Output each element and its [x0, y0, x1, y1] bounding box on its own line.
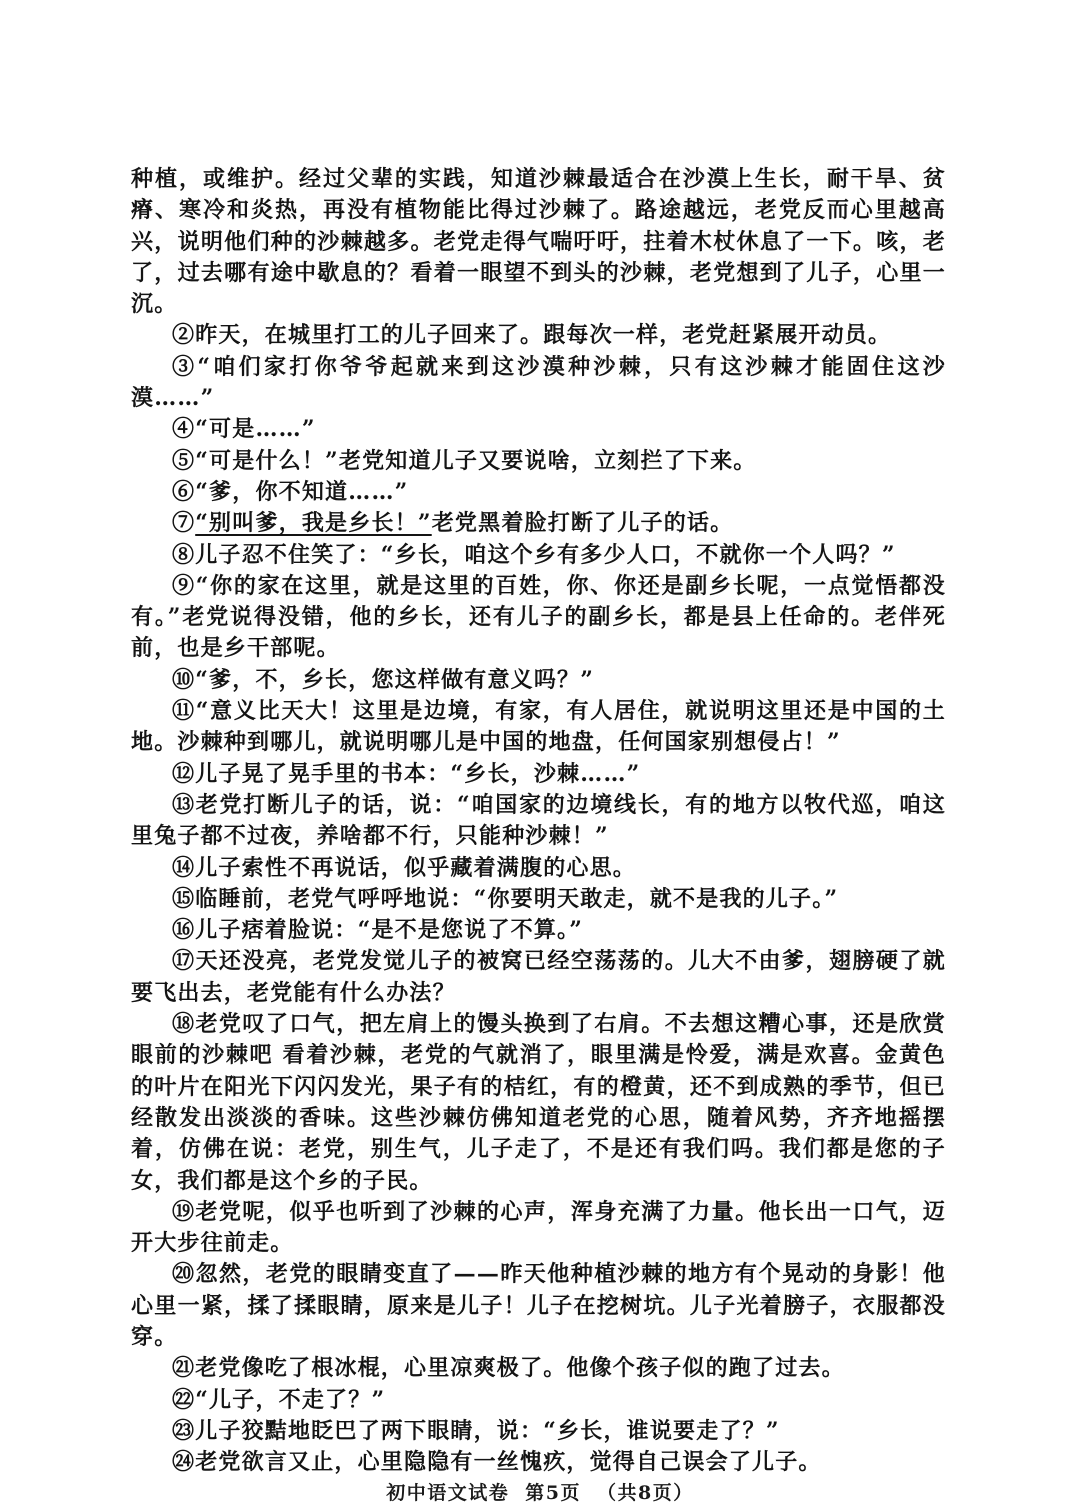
- paragraph-20: ⑳忽然，老党的眼睛变直了——昨天他种植沙棘的地方有个晃动的身影！他心里一紧，揉了揉眼睛，原来是儿子！儿子在挖树坑。儿子光着膀子，衣服都没穿。: [131, 1261, 946, 1350]
- passage: [131, 164, 946, 1478]
- paragraph-3: ③“咱们家打你爷爷起就来到这沙漠种沙棘，只有这沙棘才能固住这沙漠……”: [131, 353, 946, 412]
- paragraph-11: ⑪“意义比天大！这里是边境，有家，有人居住，就说明这里还是中国的土地。沙棘种到哪儿，就说明哪儿是中国的地盘，任何国家别想侵占！”: [131, 698, 946, 756]
- paragraph-2: ②昨天，在城里打工的儿子回来了。跟每次一样，老党赶紧展开动员。: [172, 322, 892, 349]
- paragraph-16: ⑯儿子痞着脸说：“是不是您说了不算。”: [172, 917, 584, 944]
- paragraph-8: ⑧儿子忍不住笑了：“乡长，咱这个乡有多少人口，不就你一个人吗？”: [172, 541, 896, 568]
- paragraph-4: ④“可是……”: [172, 416, 316, 443]
- paragraph-12: ⑫儿子晃了晃手里的书本：“乡长，沙棘……”: [172, 760, 641, 787]
- paragraph-23: ㉓儿子狡黠地眨巴了两下眼睛，说：“乡长，谁说要走了？”: [172, 1417, 780, 1444]
- total-pages: （共8页）: [597, 1482, 694, 1504]
- page-footer: [0, 1478, 1080, 1505]
- paragraph-15: ⑮临睡前，老党气呼呼地说：“你要明天敢走，就不是我的儿子。”: [172, 885, 839, 912]
- paragraph-6: ⑥“爹，你不知道……”: [172, 478, 409, 505]
- paragraph-7: [131, 508, 946, 539]
- paragraph-21: ㉑老党像吃了根冰棍，心里凉爽极了。他像个孩子似的跑了过去。: [172, 1355, 845, 1382]
- underlined-quote: “别叫爹，我是乡长！”: [195, 510, 432, 537]
- paragraph-5: ⑤“可是什么！”老党知道儿子又要说啥，立刻拦了下来。: [172, 447, 757, 474]
- paragraph-10: ⑩“爹，不，乡长，您这样做有意义吗？”: [172, 666, 595, 693]
- exam-title: 初中语文试卷: [386, 1482, 510, 1504]
- paragraph-22: ㉒“儿子，不走了？”: [172, 1386, 386, 1413]
- paragraph-9: ⑨“你的家在这里，就是这里的百姓，你、你还是副乡长呢，一点觉悟都没有。”老党说得没错，他的乡长，还有儿子的副乡长，都是县上任命的。老伴死前，也是乡干部呢。: [131, 572, 946, 662]
- paragraph-19: ⑲老党呢，似乎也听到了沙棘的心声，浑身充满了力量。他长出一口气，迈开大步往前走。: [131, 1198, 946, 1257]
- paragraph-continued: 种植，或维护。经过父辈的实践，知道沙棘最适合在沙漠上生长，耐干旱、贫瘠、寒冷和炎热，再没有植物能比得过沙棘了。路途越远，老党反而心里越高兴，说明他们种的沙棘越多。老党走得气喘吁吁，拄着木杖休息了一下。咳，老了，过去哪有途中歇息的？看着一眼望不到头的沙棘，老党想到了儿子，心里一沉。: [131, 166, 946, 318]
- paragraph-13: ⑬老党打断儿子的话，说：“咱国家的边境线长，有的地方以牧代巡，咱这里兔子都不过夜，养啥都不行，只能种沙棘！”: [131, 791, 946, 850]
- paragraph-17: ⑰天还没亮，老党发觉儿子的被窝已经空荡荡的。儿大不由爹，翅膀硬了就要飞出去，老党能有什么办法？: [131, 948, 946, 1006]
- paragraph-18: ⑱老党叹了口气，把左肩上的馒头换到了右肩。不去想这糟心事，还是欣赏眼前的沙棘吧 看着沙棘，老党的气就消了，眼里满是怜爱，满是欢喜。金黄色的叶片在阳光下闪闪发光，果子有的桔红，有的橙黄，还不到成熟的季节，但已经散发出淡淡的香味。这些沙棘仿佛知道老党的心思，随着风势，齐齐地摇摆着，仿佛在说：老党，别生气，儿子走了，不是还有我们吗。我们都是您的子女，我们都是这个乡的子民。: [131, 1011, 946, 1194]
- page-number: 第5页: [525, 1482, 581, 1504]
- paragraph-7-number: ⑦: [172, 510, 196, 537]
- paragraph-7-rest: 老党黑着脸打断了儿子的话。: [431, 510, 734, 537]
- paragraph-14: ⑭儿子索性不再说话，似乎藏着满腹的心思。: [172, 854, 637, 881]
- paragraph-24: ㉔老党欲言又止，心里隐隐有一丝愧疚，觉得自己误会了儿子。: [172, 1449, 822, 1476]
